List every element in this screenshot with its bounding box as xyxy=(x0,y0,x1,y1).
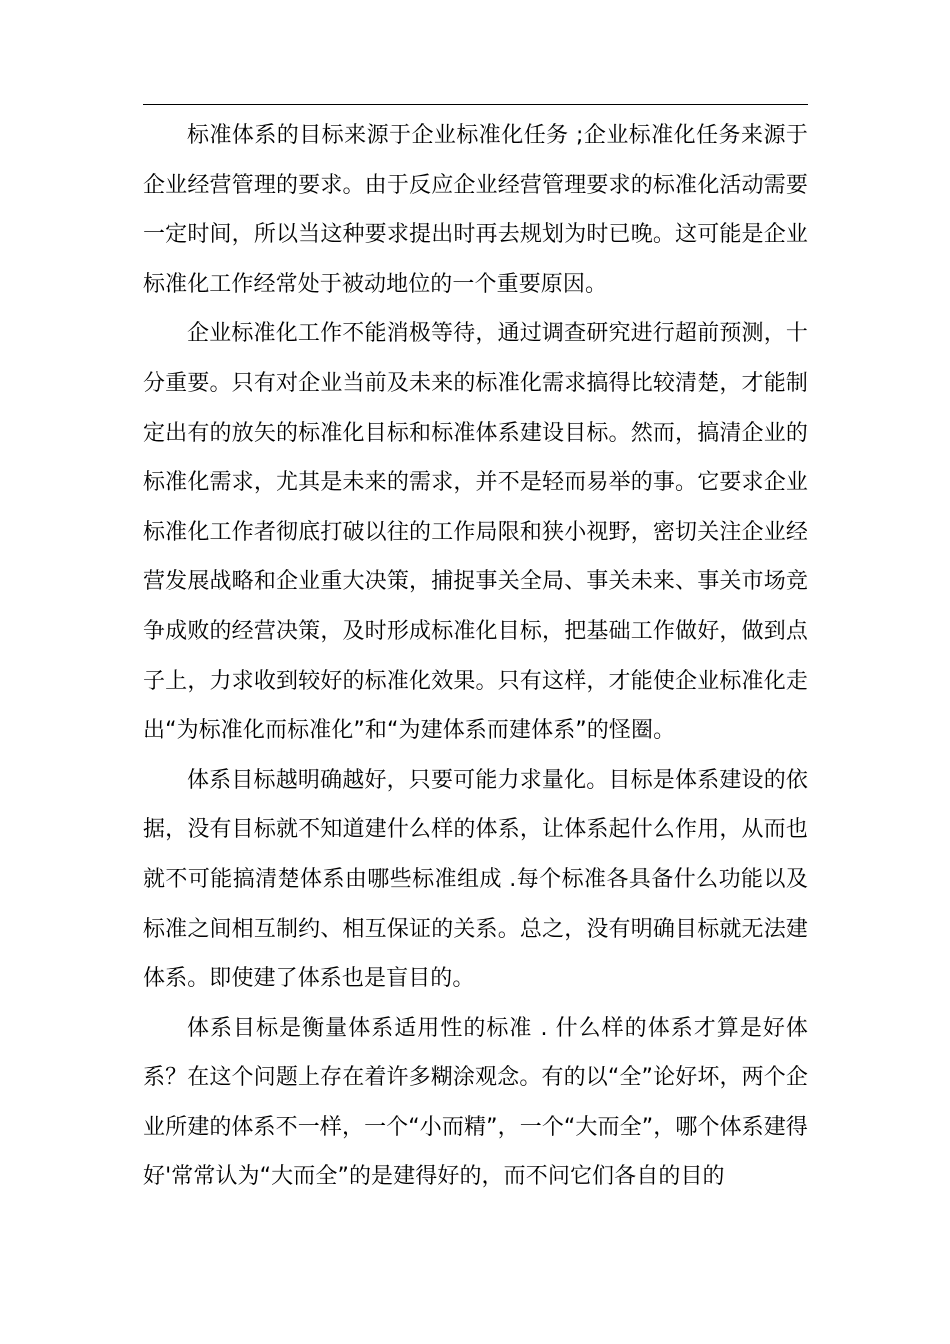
paragraph-4: 体系目标是衡量体系适用性的标准 . 什么样的体系才算是好体系？在这个问题上存在着许多糊涂观念。有的以“全”论好坏，两个企业所建的体系不一样，一个“小而精”，一个“大而全”，哪个体系建得好'常常认为“大而全”的是建得好的，而不问它们各自的目的 xyxy=(143,1015,808,1190)
header-rule xyxy=(143,104,808,105)
paragraph-1: 标准体系的目标来源于企业标准化任务 ;企业标准化任务来源于企业经营管理的要求。由于反应企业经营管理要求的标准化活动需要一定时间，所以当这种要求提出时再去规划为时已晚。这可能是企业标准化工作经常处于被动地位的一个重要原因。 xyxy=(143,123,808,297)
paragraph-2: 企业标准化工作不能消极等待，通过调查研究进行超前预测，十分重要。只有对企业当前及未来的标准化需求搞得比较清楚，才能制定出有的放矢的标准化目标和标准体系建设目标。然而，搞清企业的标准化需求，尤其是未来的需求，并不是轻而易举的事。它要求企业标准化工作者彻底打破以往的工作局限和狭小视野，密切关注企业经营发展战略和企业重大决策，捕捉事关全局、事关未来、事关市场竞争成败的经营决策，及时形成标准化目标，把基础工作做好，做到点子上，力求收到较好的标准化效果。只有这样，才能使企业标准化走出“为标准化而标准化”和“为建体系而建体系”的怪圈。 xyxy=(143,321,808,744)
paragraph-3: 体系目标越明确越好，只要可能力求量化。目标是体系建设的依据，没有目标就不知道建什么样的体系，让体系起什么作用，从而也就不可能搞清楚体系由哪些标准组成 .每个标准各具备什么功能以及标准之间相互制约、相互保证的关系。总之，没有明确目标就无法建体系。即使建了体系也是盲目的。 xyxy=(143,767,808,992)
document-body xyxy=(143,111,808,1202)
